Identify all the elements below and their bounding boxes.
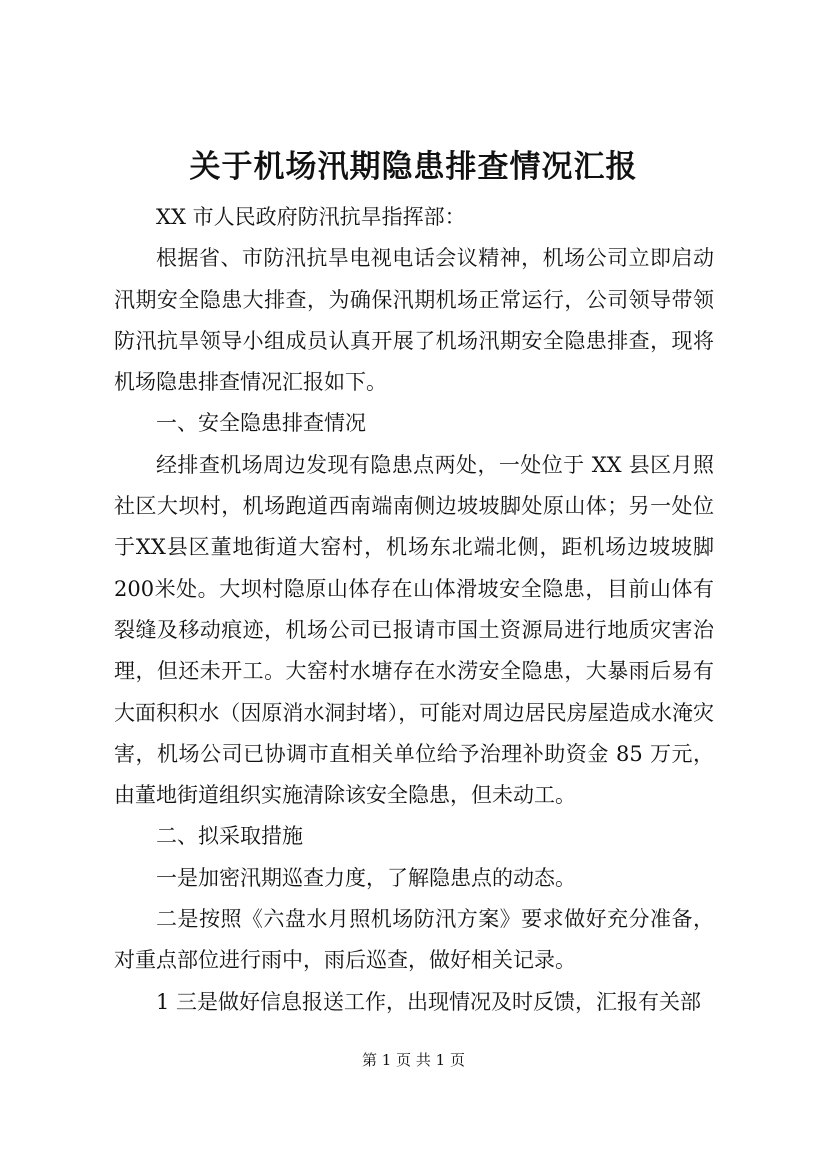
- section-heading-2: 二、拟采取措施: [156, 824, 303, 849]
- addressee-line: XX 市人民政府防汛抗旱指挥部：: [156, 205, 466, 229]
- measure-item-3: 1 三是做好信息报送工作，出现情况及时反馈，汇报有关部: [156, 989, 702, 1014]
- section-heading-1: 一、安全隐患排查情况: [156, 411, 366, 436]
- measure-item-1: 一是加密汛期巡查力度，了解隐患点的动态。: [156, 865, 576, 890]
- document-body: [114, 197, 714, 1023]
- paragraph-findings: 经排查机场周边发现有隐患点两处，一处位于 XX 县区月照社区大坝村，机场跑道西南端南侧边坡坡脚处原山体；另一处位于XX县区董地街道大窑村，机场东北端北侧，距机场边坡坡脚200米处。大坝村隐原山体存在山体滑坡安全隐患，目前山体有裂缝及移动痕迹，机场公司已报请市国土资源局进行地质灾害治理，但还未开工。大窑村水塘存在水涝安全隐患，大暴雨后易有大面积积水（因原消水洞封堵），可能对周边居民房屋造成水淹灾害，机场公司已协调市直相关单位给予治理补助资金 85 万元，由董地街道组织实施清除该安全隐患，但未动工。: [114, 452, 714, 808]
- measure-item-2: 二是按照《六盘水月照机场防汛方案》要求做好充分准备，对重点部位进行雨中，雨后巡查，做好相关记录。: [114, 907, 714, 973]
- paragraph-intro: 根据省、市防汛抗旱电视电话会议精神，机场公司立即启动汛期安全隐患大排查，为确保汛期机场正常运行，公司领导带领防汛抗旱领导小组成员认真开展了机场汛期安全隐患排查，现将机场隐患排查情况汇报如下。: [114, 246, 714, 395]
- document-title: 关于机场汛期隐患排查情况汇报: [189, 149, 638, 185]
- page-number-footer: 第 1 页 共 1 页: [362, 1051, 465, 1069]
